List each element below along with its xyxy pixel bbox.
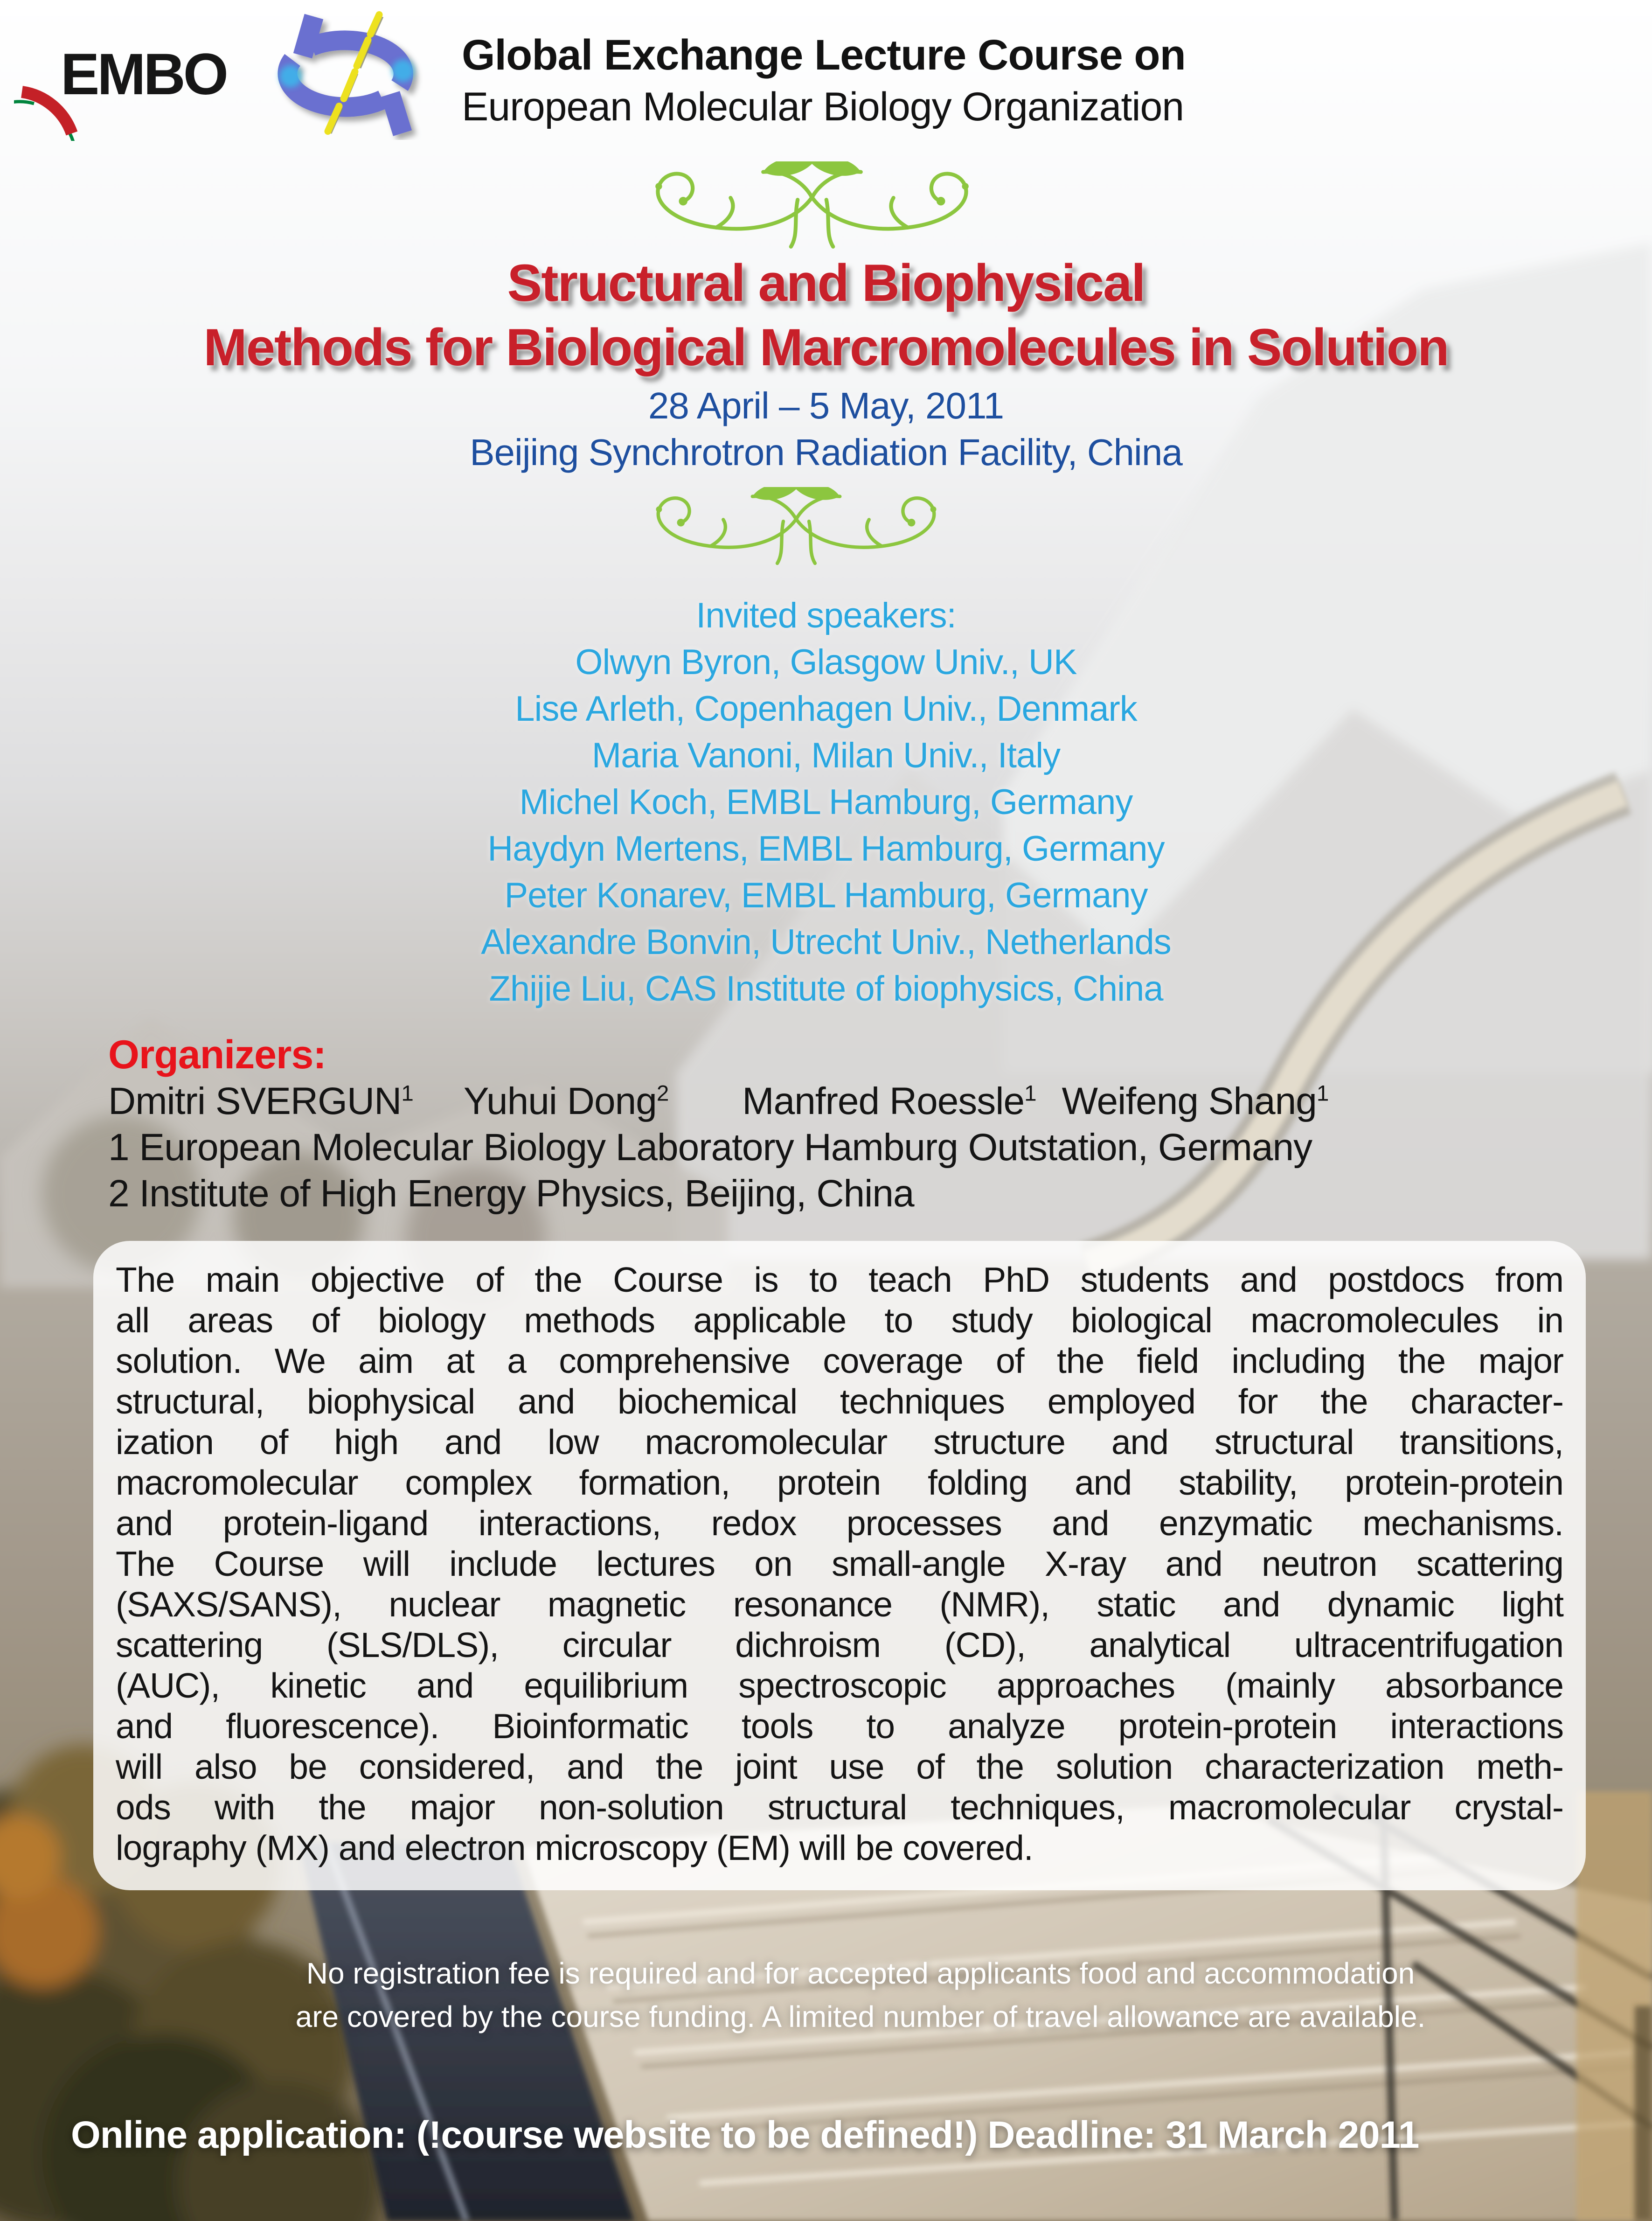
description-line: The main objective of the Course is to teach PhD students and postdocs from (116, 1260, 1563, 1299)
affiliation-superscript: 1 (1316, 1081, 1329, 1106)
embo-logo (14, 6, 247, 141)
speaker-item: Maria Vanoni, Milan Univ., Italy (591, 736, 1061, 775)
synchrotron-logo-glow-right (392, 60, 414, 82)
description-line: macromolecular complex formation, protein folding and stability, protein-protein (116, 1463, 1563, 1502)
description-line: scattering (SLS/DLS), circular dichroism (CD), analytical ultracentrifugation (116, 1625, 1563, 1664)
description-line: The Course will include lectures on small-angle X-ray and neutron scattering (116, 1544, 1563, 1583)
speaker-item: Alexandre Bonvin, Utrecht Univ., Netherlands (481, 922, 1171, 962)
description-line: all areas of biology methods applicable to study biological macromolecules in (116, 1301, 1563, 1340)
description-line: solution. We aim at a comprehensive coverage of the field including the major (116, 1341, 1563, 1380)
synchrotron-logo-glow-left (279, 65, 302, 88)
affiliation-superscript: 1 (401, 1081, 413, 1106)
organizers-section (108, 1032, 1591, 1217)
description-line: structural, biophysical and biochemical techniques employed for the character- (116, 1382, 1563, 1421)
description-line: and fluorescence). Bioinformatic tools to analyze protein-protein interactions (116, 1706, 1563, 1746)
organizers-names (108, 1078, 1591, 1124)
organization-name: European Molecular Biology Organization (462, 84, 1184, 129)
flourish-ornament-bottom (561, 487, 1032, 566)
speaker-item: Olwyn Byron, Glasgow Univ., UK (575, 642, 1077, 682)
organizer-affiliation: 1 European Molecular Biology Laboratory Hamburg Outstation, Germany (108, 1126, 1312, 1169)
course-description-box (93, 1241, 1586, 1890)
flourish-ornament-top (572, 161, 1052, 250)
organizer-affiliation: 2 Institute of High Energy Physics, Beijing, China (108, 1172, 914, 1215)
description-line: will also be considered, and the joint use of the solution characterization meth- (116, 1747, 1563, 1786)
invited-speakers (0, 592, 1652, 1012)
affiliation-superscript: 1 (1024, 1081, 1036, 1106)
course-title (0, 251, 1652, 380)
course-description (116, 1260, 1563, 1868)
speaker-item: Lise Arleth, Copenhagen Univ., Denmark (515, 689, 1137, 729)
event-venue: Beijing Synchrotron Radiation Facility, China (470, 432, 1182, 473)
description-line: (SAXS/SANS), nuclear magnetic resonance (NMR), static and dynamic light (116, 1585, 1563, 1624)
description-line: lography (MX) and electron microscopy (EM) will be covered. (116, 1828, 1033, 1867)
organizers-heading: Organizers: (108, 1032, 326, 1077)
speaker-item: Peter Konarev, EMBL Hamburg, Germany (504, 876, 1148, 915)
registration-note-line1: No registration fee is required and for accepted applicants food and accommodation (306, 1956, 1415, 1990)
course-title-line2: Methods for Biological Marcromolecules in Solution (203, 318, 1449, 376)
synchrotron-logo (268, 10, 427, 140)
speakers-heading: Invited speakers: (696, 596, 956, 635)
course-series-title: Global Exchange Lecture Course on (462, 31, 1186, 79)
embo-logo-text: EMBO (61, 42, 226, 107)
application-deadline: Online application: (!course website to be defined!) Deadline: 31 March 2011 (71, 2114, 1419, 2156)
registration-note-line2: are covered by the course funding. A limited number of travel allowance are available. (295, 2000, 1426, 2033)
description-line: and protein-ligand interactions, redox processes and enzymatic mechanisms. (116, 1504, 1563, 1543)
registration-note (196, 1952, 1525, 2039)
organizer-person: Weifeng Shang$^1$ (1062, 1080, 1329, 1122)
speaker-item: Haydyn Mertens, EMBL Hamburg, Germany (487, 829, 1165, 869)
speaker-item: Zhijie Liu, CAS Institute of biophysics, China (489, 969, 1163, 1009)
organizer-person: Dmitri SVERGUN$^1$ (108, 1080, 413, 1122)
course-title-line1: Structural and Biophysical (507, 254, 1145, 312)
description-line: (AUC), kinetic and equilibrium spectroscopic approaches (mainly absorbance (116, 1666, 1563, 1705)
speaker-item: Michel Koch, EMBL Hamburg, Germany (519, 782, 1133, 822)
organizer-person: Manfred Roessle$^1$ (742, 1080, 1036, 1122)
synchrotron-logo-ring (287, 17, 403, 133)
organizer-person: Yuhui Dong$^2$ (463, 1080, 669, 1122)
affiliation-superscript: 2 (656, 1081, 669, 1106)
event-dates: 28 April – 5 May, 2011 (648, 385, 1004, 426)
event-info (0, 383, 1652, 476)
description-line: ods with the major non-solution structural techniques, macromolecular crystal- (116, 1788, 1563, 1827)
description-line: ization of high and low macromolecular structure and structural transitions, (116, 1422, 1563, 1462)
